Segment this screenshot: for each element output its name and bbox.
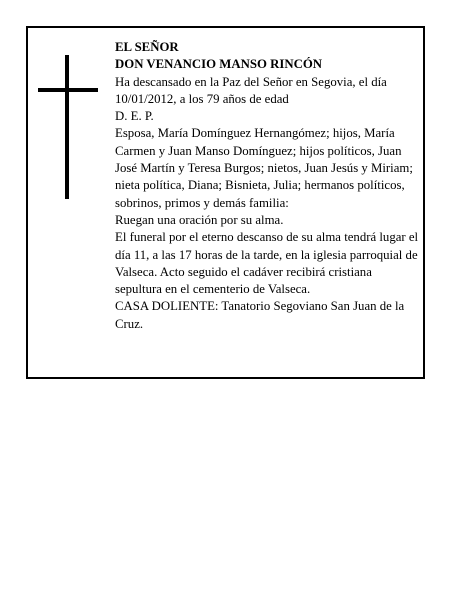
latin-cross-icon bbox=[38, 55, 98, 199]
rip-line: D. E. P. bbox=[115, 109, 154, 124]
deceased-name: DON VENANCIO MANSO RINCÓN bbox=[115, 57, 323, 72]
mourning-house: CASA DOLIENTE: Tanatorio Segoviano San Juan de la Cruz. bbox=[115, 299, 405, 331]
prayer-request: Ruegan una oración por su alma. bbox=[115, 212, 284, 227]
cross-horizontal-bar bbox=[38, 88, 98, 92]
obituary-notice bbox=[26, 26, 425, 379]
cross-vertical-bar bbox=[65, 55, 69, 199]
obituary-text bbox=[115, 39, 420, 333]
funeral-details: El funeral por el eterno descanso de su alma tendrá lugar el día 11, a las 17 horas de la tarde, en la iglesia parroquial de Valseca. Acto seguido el cadáver recibirá cristiana sepultura en el cementerio de Valseca. bbox=[115, 230, 419, 297]
family-list: Esposa, María Domínguez Hernangómez; hijos, María Carmen y Juan Manso Domínguez; hijos políticos, Juan José Martín y Teresa Burgos; nietos, Juan Jesús y Miriam; nieta política, Diana; Bisnieta, Julia; hermanos políticos, sobrinos, primos y demás familia: bbox=[115, 126, 413, 210]
obituary-title: EL SEÑOR bbox=[115, 40, 179, 54]
death-notice: Ha descansado en la Paz del Señor en Segovia, el día 10/01/2012, a los 79 años de edad bbox=[115, 74, 387, 106]
